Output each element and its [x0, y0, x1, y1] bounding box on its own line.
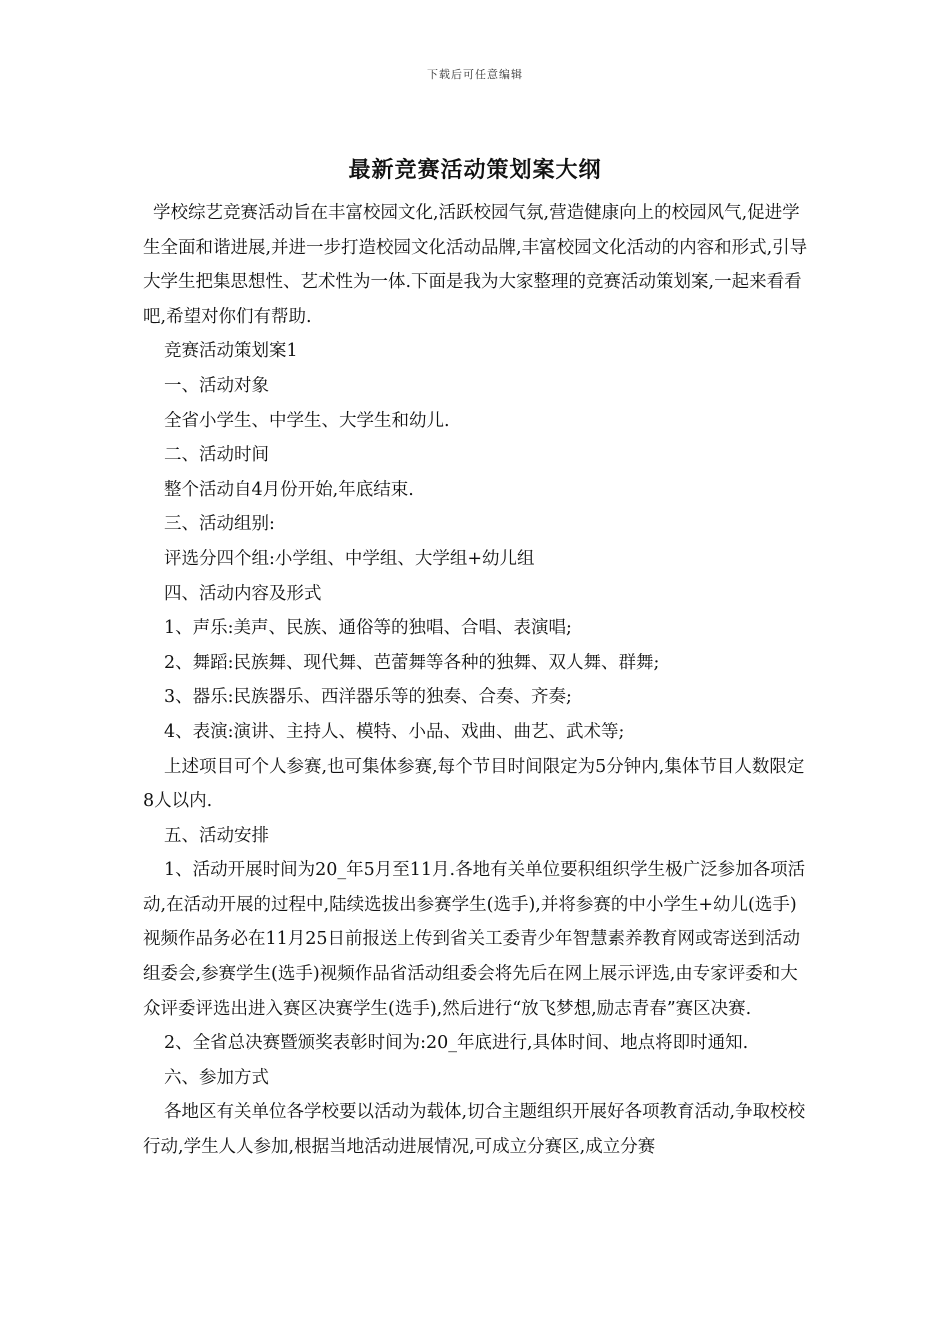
groups-paragraph: 评选分四个组:小学组、中学组、大学组+幼儿组 — [164, 548, 535, 569]
content-item-performance: 4、表演:演讲、主持人、模特、小品、戏曲、曲艺、武术等; — [164, 721, 625, 742]
plan-heading: 竞赛活动策划案1 — [164, 341, 298, 362]
time-paragraph: 整个活动自4月份开始,年底结束. — [164, 479, 414, 500]
section-heading-method: 六、参加方式 — [164, 1067, 269, 1088]
schedule-item-2: 2、全省总决赛暨颁奖表彰时间为:20_年底进行,具体时间、地点将即时通知. — [164, 1033, 749, 1054]
section-heading-groups: 三、活动组别: — [164, 514, 275, 535]
section-heading-content: 四、活动内容及形式 — [164, 583, 322, 604]
method-paragraph: 各地区有关单位各学校要以活动为载体,切合主题组织开展好各项教育活动,争取校校行动,学生人人参加,根据当地活动进展情况,可成立分赛区,成立分赛 — [143, 1102, 806, 1158]
section-heading-schedule: 五、活动安排 — [164, 825, 269, 846]
schedule-item-1: 1、活动开展时间为20_年5月至11月.各地有关单位要积组织学生极广泛参加各项活动,在活动开展的过程中,陆续选拔出参赛学生(选手),并将参赛的中小学生+幼儿(选手)视频作品务必在11月25日前报送上传到省关工委青少年智慧素养教育网或寄送到活动组委会,参赛学生(选手)视频作品省活动组委会将先后在网上展示评选,由专家评委和大众评委评选出进入赛区决赛学生(选手),然后进行“放飞梦想,励志青春”赛区决赛. — [143, 860, 806, 1019]
document-title: 最新竞赛活动策划案大纲 — [348, 157, 602, 183]
document-body — [143, 196, 810, 1165]
content-item-instrument: 3、器乐:民族器乐、西洋器乐等的独奏、合奏、齐奏; — [164, 687, 572, 708]
content-item-vocal: 1、声乐:美声、民族、通俗等的独唱、合唱、表演唱; — [164, 618, 572, 639]
section-heading-target: 一、活动对象 — [164, 375, 269, 396]
participation-rules-paragraph: 上述项目可个人参赛,也可集体参赛,每个节目时间限定为5分钟内,集体节目人数限定8人以内. — [143, 756, 805, 812]
page-header-note: 下载后可任意编辑 — [427, 68, 523, 81]
intro-paragraph: 学校综艺竞赛活动旨在丰富校园文化,活跃校园气氛,营造健康向上的校园风气,促进学生全面和谐进展,并进一步打造校园文化活动品牌,丰富校园文化活动的内容和形式,引导大学生把集思想性、艺术性为一体.下面是我为大家整理的竞赛活动策划案,一起来看看吧,希望对你们有帮助. — [143, 203, 808, 327]
target-paragraph: 全省小学生、中学生、大学生和幼儿. — [164, 410, 450, 431]
content-item-dance: 2、舞蹈:民族舞、现代舞、芭蕾舞等各种的独舞、双人舞、群舞; — [164, 652, 660, 673]
section-heading-time: 二、活动时间 — [164, 445, 269, 466]
